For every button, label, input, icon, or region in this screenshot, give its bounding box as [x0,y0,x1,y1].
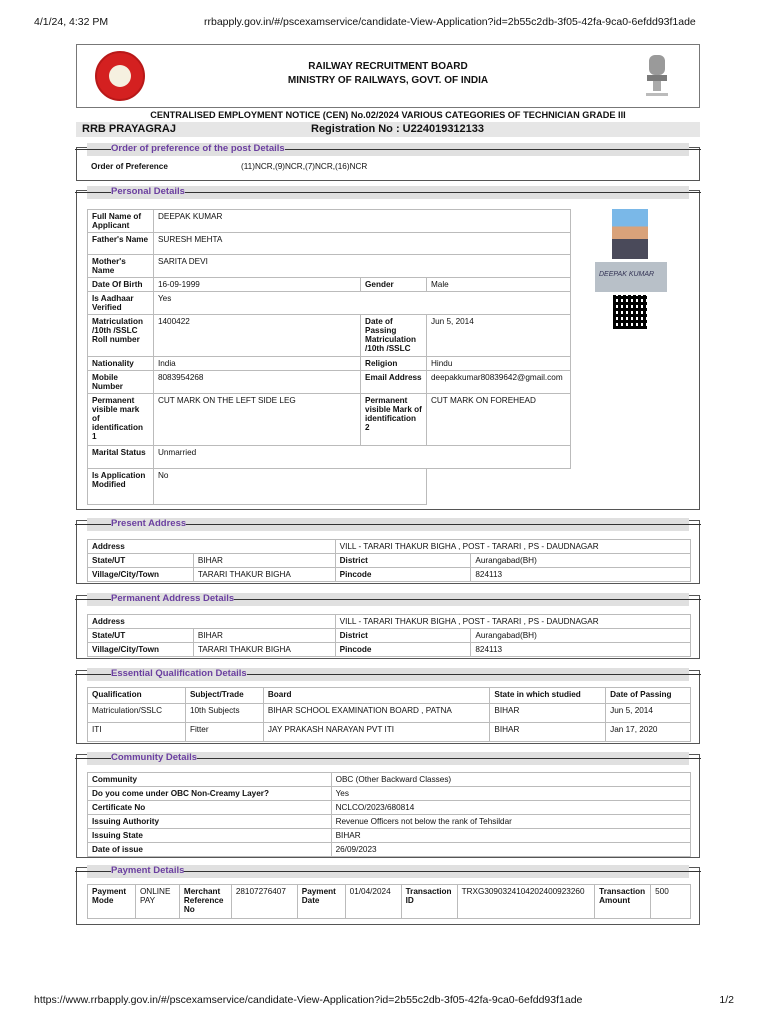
field-label: Email Address [361,371,427,394]
field-label: Permanent visible Mark of identification 2 [361,394,427,446]
application-modified: No [153,469,426,505]
section-title: Community Details [111,752,198,763]
field-value: OBC (Other Backward Classes) [331,773,690,787]
section-title: Essential Qualification Details [111,668,247,679]
qr-code-icon [613,295,647,329]
table-cell: ITI [88,723,186,742]
field-value: BIHAR [331,829,690,843]
pincode-value: 824113 [471,643,691,657]
registration-number: Registration No : U224019312133 [311,123,485,135]
preference-value: (11)NCR,(9)NCR,(7)NCR,(16)NCR [241,162,368,171]
field-label: Religion [361,357,427,371]
table-cell: BIHAR [490,704,606,723]
field-label: Date of issue [88,843,332,857]
field-label: Permanent visible mark of identification 1 [88,394,154,446]
field-label: Village/City/Town [88,643,194,657]
address-value: VILL - TARARI THAKUR BIGHA , POST - TARARI , PS - DAUDNAGAR [335,615,690,629]
field-value: Yes [331,787,690,801]
field-label: Merchant Reference No [179,885,231,919]
aadhaar-verified: Yes [153,292,570,315]
field-label: Father's Name [88,233,154,255]
rrb-name: RRB PRAYAGRAJ [82,123,176,135]
marital-status: Unmarried [153,446,570,469]
field-label: District [335,554,471,568]
table-cell: Matriculation/SSLC [88,704,186,723]
date-of-birth: 16-09-1999 [153,278,360,292]
column-header: Qualification [88,688,186,704]
field-label: District [335,629,471,643]
section-title: Present Address [111,518,187,529]
field-label: Matriculation /10th /SSLC Roll number [88,315,154,357]
table-cell: BIHAR SCHOOL EXAMINATION BOARD , PATNA [263,704,489,723]
field-label: Pincode [335,643,471,657]
field-label: Address [88,615,336,629]
field-value: NCLCO/2023/680814 [331,801,690,815]
table-row [88,829,691,843]
footer-url[interactable]: https://www.rrbapply.gov.in/#/pscexamservice/candidate-View-Application?id=2b55c2db-3f05-42fa-9ca0-6efdd93f1ade [34,994,583,1006]
table-row [88,787,691,801]
print-url[interactable]: rrbapply.gov.in/#/pscexamservice/candidate-View-Application?id=2b55c2db-3f05-42fa-9ca0-6efdd93f1ade [204,16,696,28]
field-label: Payment Date [297,885,345,919]
table-cell: BIHAR [490,723,606,742]
field-label: Address [88,540,336,554]
permanent-address-table [87,614,691,657]
board-name: RAILWAY RECRUITMENT BOARD [308,61,468,72]
village-value: TARARI THAKUR BIGHA [193,643,335,657]
pincode-value: 824113 [471,568,691,582]
gender-value: Male [426,278,570,292]
address-value: VILL - TARARI THAKUR BIGHA , POST - TARARI , PS - DAUDNAGAR [335,540,690,554]
roll-number: 1400422 [153,315,360,357]
column-header: State in which studied [490,688,606,704]
preference-label: Order of Preference [91,162,168,171]
qualification-section [76,670,700,744]
section-title: Order of preference of the post Details [111,143,285,154]
community-table [87,772,691,857]
table-cell: Fitter [185,723,263,742]
rrb-bar [76,122,700,137]
print-footer [34,994,734,1006]
district-value: Aurangabad(BH) [471,629,691,643]
table-row [88,723,691,742]
table-cell: 10th Subjects [185,704,263,723]
field-label: Mother's Name [88,255,154,278]
applicant-photo [612,209,648,259]
signature-text: DEEPAK KUMAR [599,271,655,278]
transaction-amount: 500 [651,885,691,919]
field-label: Marital Status [88,446,154,469]
field-label: Transaction Amount [595,885,651,919]
mother-name: SARITA DEVI [153,255,570,278]
email-address: deepakkumar80839642@gmail.com [426,371,570,394]
field-label: Full Name of Applicant [88,210,154,233]
field-label: Issuing State [88,829,332,843]
nationality: India [153,357,360,371]
section-title: Payment Details [111,865,185,876]
district-value: Aurangabad(BH) [471,554,691,568]
state-value: BIHAR [193,629,335,643]
table-row [88,843,691,857]
table-row [88,815,691,829]
print-header [34,16,734,28]
applicant-signature [595,262,667,292]
field-label: Community [88,773,332,787]
cen-title: CENTRALISED EMPLOYMENT NOTICE (CEN) No.02/2024 VARIOUS CATEGORIES OF TECHNICIAN GRADE III [150,110,626,120]
field-label: State/UT [88,554,194,568]
payment-date: 01/04/2024 [345,885,401,919]
preference-row [91,162,367,171]
table-cell: Jun 5, 2014 [606,704,691,723]
section-title: Permanent Address Details [111,593,235,604]
print-datetime: 4/1/24, 4:32 PM [34,16,109,28]
field-label: Mobile Number [88,371,154,394]
state-value: BIHAR [193,554,335,568]
preference-section [76,143,700,181]
field-value: 26/09/2023 [331,843,690,857]
railway-logo-icon [95,51,145,101]
table-row [88,704,691,723]
national-emblem-icon [643,51,671,99]
field-label: Gender [361,278,427,292]
payment-section [76,867,700,925]
personal-table [87,209,571,505]
field-label: Issuing Authority [88,815,332,829]
field-label: Pincode [335,568,471,582]
personal-section [76,186,700,510]
qualification-table [87,687,691,742]
page-number: 1/2 [719,994,734,1006]
religion: Hindu [426,357,570,371]
column-header: Board [263,688,489,704]
board-title [197,60,579,88]
field-label: Is Aadhaar Verified [88,292,154,315]
village-value: TARARI THAKUR BIGHA [193,568,335,582]
section-title: Personal Details [111,186,185,197]
board-header [76,44,700,108]
transaction-id: TRXG309032410420240​0923260 [457,885,595,919]
present-address-table [87,539,691,582]
date-of-passing: Jun 5, 2014 [426,315,570,357]
field-label: Certificate No [88,801,332,815]
field-label: Date of Passing Matriculation /10th /SSLC [361,315,427,357]
field-label: Is Application Modified [88,469,154,505]
column-header: Date of Passing [606,688,691,704]
field-label: Nationality [88,357,154,371]
table-row [88,801,691,815]
field-label: Date Of Birth [88,278,154,292]
column-header: Subject/Trade [185,688,263,704]
field-label: Transaction ID [401,885,457,919]
payment-table [87,884,691,919]
payment-mode: ONLINE PAY [135,885,179,919]
merchant-reference: 28107276407 [231,885,297,919]
applicant-name: DEEPAK KUMAR [153,210,570,233]
father-name: SURESH MEHTA [153,233,570,255]
present-address-section [76,520,700,584]
field-label: Do you come under OBC Non-Creamy Layer? [88,787,332,801]
permanent-address-section [76,595,700,659]
field-label: State/UT [88,629,194,643]
field-label: Village/City/Town [88,568,194,582]
identification-mark-2: CUT MARK ON FOREHEAD [426,394,570,446]
ministry-name: MINISTRY OF RAILWAYS, GOVT. OF INDIA [287,75,489,86]
table-cell: JAY PRAKASH NARAYAN PVT ITI [263,723,489,742]
table-cell: Jan 17, 2020 [606,723,691,742]
mobile-number: 8083954268 [153,371,360,394]
community-section [76,754,700,858]
field-label: Payment Mode [88,885,136,919]
field-value: Revenue Officers not below the rank of Tehsildar [331,815,690,829]
identification-mark-1: CUT MARK ON THE LEFT SIDE LEG [153,394,360,446]
table-row [88,773,691,787]
